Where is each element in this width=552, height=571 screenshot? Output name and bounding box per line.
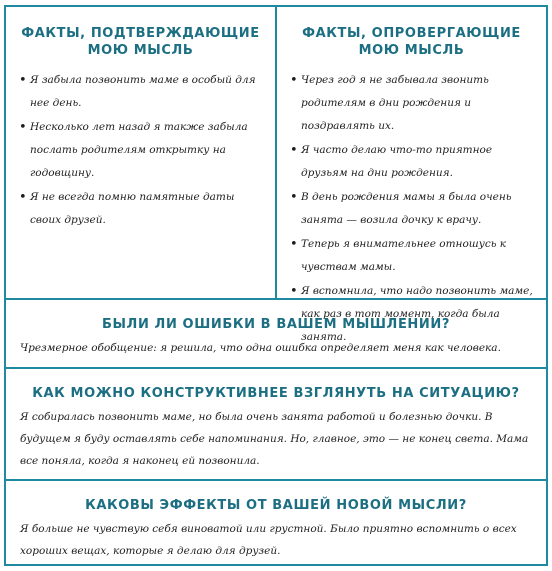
facts-for-column: [6, 7, 277, 298]
list-item: • Теперь я внимательнее отношусь к чувствам мамы.: [301, 233, 538, 279]
list-item: • Несколько лет назад я также забыла послать родителям открытку на годовщину.: [30, 116, 267, 185]
facts-against-column: [277, 7, 546, 343]
list-item: • В день рождения мамы я была очень занята — возила дочку к врачу.: [301, 186, 538, 232]
new-thought-effects-section: [6, 481, 546, 564]
section-heading: КАК МОЖНО КОНСТРУКТИВНЕЕ ВЗГЛЯНУТЬ НА СИТУАЦИЮ?: [32, 386, 520, 401]
section-text: Я собиралась позвонить маме, но была очень занята работой и болезнью дочки. В будущем я буду оставлять себе напоминания. Но, главное, это — не конец света. Мама все поняла, когда я наконец ей позвонила.: [20, 411, 529, 467]
section-heading: БЫЛИ ЛИ ОШИБКИ В ВАШЕМ МЫШЛЕНИИ?: [101, 317, 451, 332]
constructive-view-section: [6, 369, 546, 479]
facts-for-heading: ФАКТЫ, ПОДТВЕРЖДАЮЩИЕ МОЮ МЫСЛЬ: [21, 26, 260, 58]
list-item: • Я забыла позвонить маме в особый для нее день.: [30, 69, 267, 115]
list-item: • Я не всегда помню памятные даты своих друзей.: [30, 186, 267, 232]
list-item: • Я вспомнила, что надо позвонить маме, как раз в тот момент, когда была занята.: [301, 280, 538, 349]
list-item: • Через год я не забывала звонить родителям в дни рождения и поздравлять их.: [301, 69, 538, 138]
facts-for-list: [6, 69, 275, 232]
section-text: Чрезмерное обобщение: я решила, что одна ошибка определяет меня как человека.: [20, 342, 501, 354]
list-item: • Я часто делаю что-то приятное друзьям на дни рождения.: [301, 139, 538, 185]
thinking-errors-section: [6, 300, 546, 367]
facts-against-heading: ФАКТЫ, ОПРОВЕРГАЮЩИЕ МОЮ МЫСЛЬ: [302, 26, 521, 58]
thought-record-table: [4, 5, 548, 566]
section-text: Я больше не чувствую себя виноватой или грустной. Было приятно вспомнить о всех хороших вещах, которые я делаю для друзей.: [20, 523, 517, 557]
section-heading: КАКОВЫ ЭФФЕКТЫ ОТ ВАШЕЙ НОВОЙ МЫСЛИ?: [85, 498, 467, 513]
